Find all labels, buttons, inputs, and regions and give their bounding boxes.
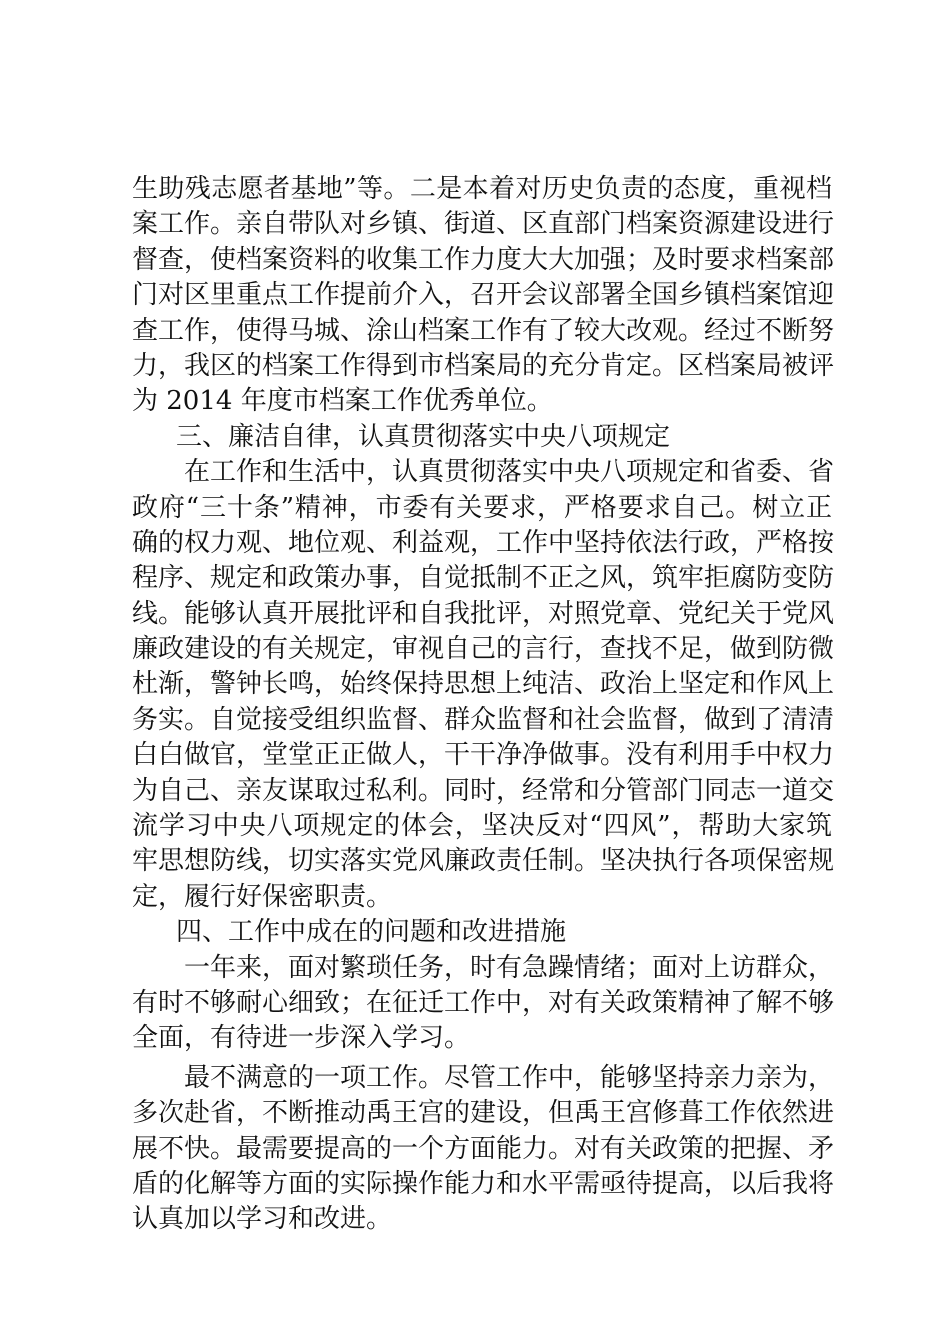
text-line: 廉政建设的有关规定，审视自己的言行，查找不足，做到防微 [132,634,835,665]
text-line: 杜渐，警钟长鸣，始终保持思想上纯洁、政治上坚定和作风上 [132,669,835,700]
text-line: 程序、规定和政策办事，自觉抵制不正之风，筑牢拒腐防变防 [132,563,835,594]
paragraph-improvements [132,1061,835,1238]
text-line: 为自己、亲友谋取过私利。同时，经常和分管部门同志一道交 [132,775,835,806]
paragraph-integrity [132,455,835,915]
text-line: 白白做官，堂堂正正做人，干干净净做事。没有利用手中权力 [132,740,835,771]
paragraph-problems [132,951,835,1057]
text-line: 定，履行好保密职责。 [132,881,393,912]
paragraph-archives [132,172,835,420]
text-line: 确的权力观、地位观、利益观，工作中坚持依法行政，严格按 [132,527,835,558]
text-line: 督查，使档案资料的收集工作力度大大加强；及时要求档案部 [132,244,835,275]
text-line: 线。能够认真开展批评和自我批评，对照党章、党纪关于党风 [132,598,835,629]
text-line: 为 2014 年度市档案工作优秀单位。 [132,386,553,417]
text-line: 政府“三十条”精神，市委有关要求，严格要求自己。树立正 [132,492,832,523]
section-heading-4: 四、工作中成在的问题和改进措施 [176,917,567,948]
text-line: 展不快。最需要提高的一个方面能力。对有关政策的把握、矛 [132,1133,835,1164]
text-line: 最不满意的一项工作。尽管工作中，能够坚持亲力亲为， [184,1062,835,1093]
text-line: 在工作和生活中，认真贯彻落实中央八项规定和省委、省 [184,457,835,488]
text-line: 门对区里重点工作提前介入，召开会议部署全国乡镇档案馆迎 [132,280,835,311]
text-line: 一年来，面对繁琐任务，时有急躁情绪；面对上访群众， [184,952,835,983]
text-line: 流学习中央八项规定的体会，坚决反对“四风”，帮助大家筑 [132,811,832,842]
text-line: 力，我区的档案工作得到市档案局的充分肯定。区档案局被评 [132,350,835,381]
text-line: 认真加以学习和改进。 [132,1204,393,1235]
text-line: 案工作。亲自带队对乡镇、街道、区直部门档案资源建设进行 [132,209,835,240]
text-line: 多次赴省，不断推动禹王宫的建设，但禹王宫修葺工作依然进 [132,1098,835,1129]
text-line: 牢思想防线，切实落实党风廉政责任制。坚决执行各项保密规 [132,846,835,877]
text-line: 全面，有待进一步深入学习。 [132,1023,471,1054]
text-line: 务实。自觉接受组织监督、群众监督和社会监督，做到了清清 [132,704,835,735]
text-line: 查工作，使得马城、涂山档案工作有了较大改观。经过不断努 [132,315,835,346]
document-body [132,172,835,1238]
text-line: 生助残志愿者基地”等。二是本着对历史负责的态度，重视档 [132,174,832,204]
text-line: 有时不够耐心细致；在征迁工作中，对有关政策精神了解不够 [132,988,835,1019]
text-line: 盾的化解等方面的实际操作能力和水平需亟待提高，以后我将 [132,1168,835,1199]
section-heading-3: 三、廉洁自律，认真贯彻落实中央八项规定 [176,421,671,452]
